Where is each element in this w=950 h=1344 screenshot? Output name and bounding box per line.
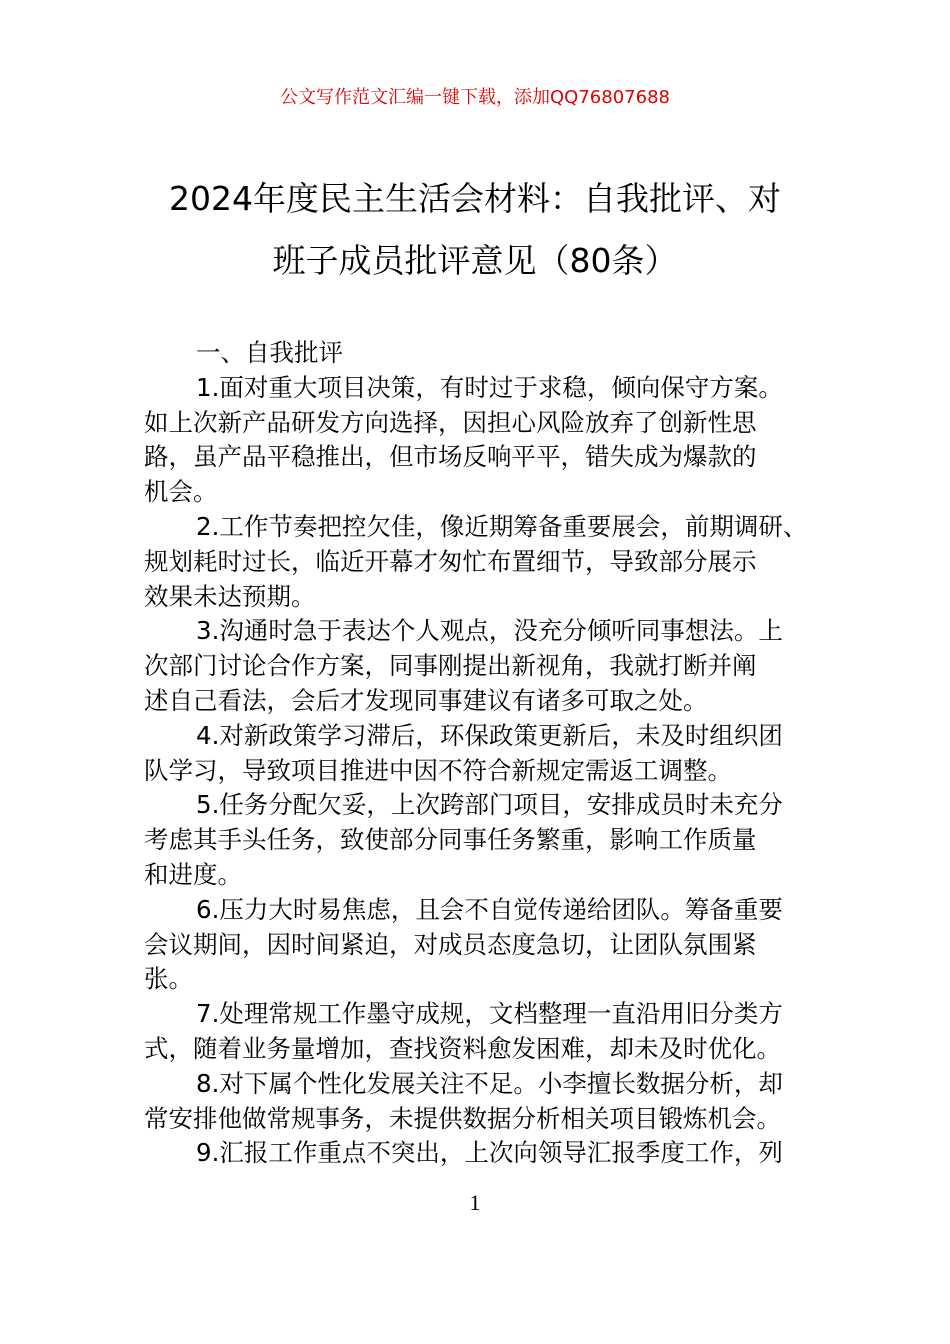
paragraph-line: 3.沟通时急于表达个人观点，没充分倾听同事想法。上	[196, 616, 783, 646]
paragraph	[144, 614, 808, 718]
paragraph-line: 5.任务分配欠妥，上次跨部门项目，安排成员时未充分	[196, 790, 783, 820]
paragraph	[144, 1136, 808, 1171]
paragraph	[144, 719, 808, 789]
paragraph-line: 队学习，导致项目推进中因不符合新规定需返工调整。	[144, 755, 732, 785]
title-line-2: 班子成员批评意见（80条）	[272, 241, 678, 280]
paragraph-line: 常安排他做常规事务，未提供数据分析相关项目锻炼机会。	[144, 1103, 781, 1133]
paragraph-line: 效果未达预期。	[144, 581, 316, 611]
section-heading: 一、自我批评	[196, 338, 343, 367]
paragraph-line: 2.工作节奏把控欠佳，像近期筹备重要展会，前期调研、	[196, 511, 808, 541]
document-title	[120, 168, 830, 292]
paragraph-line: 式，随着业务量增加，查找资料愈发困难，却未及时优化。	[144, 1033, 781, 1063]
paragraph-line: 考虑其手头任务，致使部分同事任务繁重，影响工作质量	[144, 825, 757, 855]
paragraph-line: 张。	[144, 964, 193, 994]
paragraph-line: 4.对新政策学习滞后，环保政策更新后，未及时组织团	[196, 720, 783, 750]
paragraph-line: 规划耗时过长，临近开幕才匆忙布置细节，导致部分展示	[144, 546, 757, 576]
paragraph	[144, 893, 808, 997]
page-number: 1	[469, 1190, 481, 1215]
title-line-1: 2024年度民主生活会材料：自我批评、对	[169, 179, 781, 218]
paragraph	[144, 788, 808, 892]
paragraph-line: 和进度。	[144, 859, 242, 889]
document-body	[144, 336, 808, 1171]
paragraph-line: 会议期间，因时间紧迫，对成员态度急切，让团队氛围紧	[144, 929, 757, 959]
paragraph-line: 1.面对重大项目决策，有时过于求稳，倾向保守方案。	[196, 372, 783, 402]
paragraph-line: 7.处理常规工作墨守成规，文档整理一直沿用旧分类方	[196, 999, 783, 1029]
paragraph	[144, 997, 808, 1067]
paragraph-line: 述自己看法，会后才发现同事建议有诸多可取之处。	[144, 685, 708, 715]
paragraph-line: 9.汇报工作重点不突出，上次向领导汇报季度工作，列	[196, 1138, 783, 1168]
paragraph	[144, 371, 808, 510]
paragraph	[144, 1067, 808, 1137]
paragraph-list	[144, 371, 808, 1171]
download-banner: 公文写作范文汇编一键下载，添加QQ76807688	[280, 87, 670, 108]
paragraph-line: 机会。	[144, 477, 218, 507]
paragraph-line: 路，虽产品平稳推出，但市场反响平平，错失成为爆款的	[144, 442, 757, 472]
paragraph-line: 8.对下属个性化发展关注不足。小李擅长数据分析，却	[196, 1068, 783, 1098]
paragraph-line: 6.压力大时易焦虑，且会不自觉传递给团队。筹备重要	[196, 894, 783, 924]
paragraph-line: 如上次新产品研发方向选择，因担心风险放弃了创新性思	[144, 407, 757, 437]
paragraph	[144, 510, 808, 614]
paragraph-line: 次部门讨论合作方案，同事刚提出新视角，我就打断并阐	[144, 651, 757, 681]
